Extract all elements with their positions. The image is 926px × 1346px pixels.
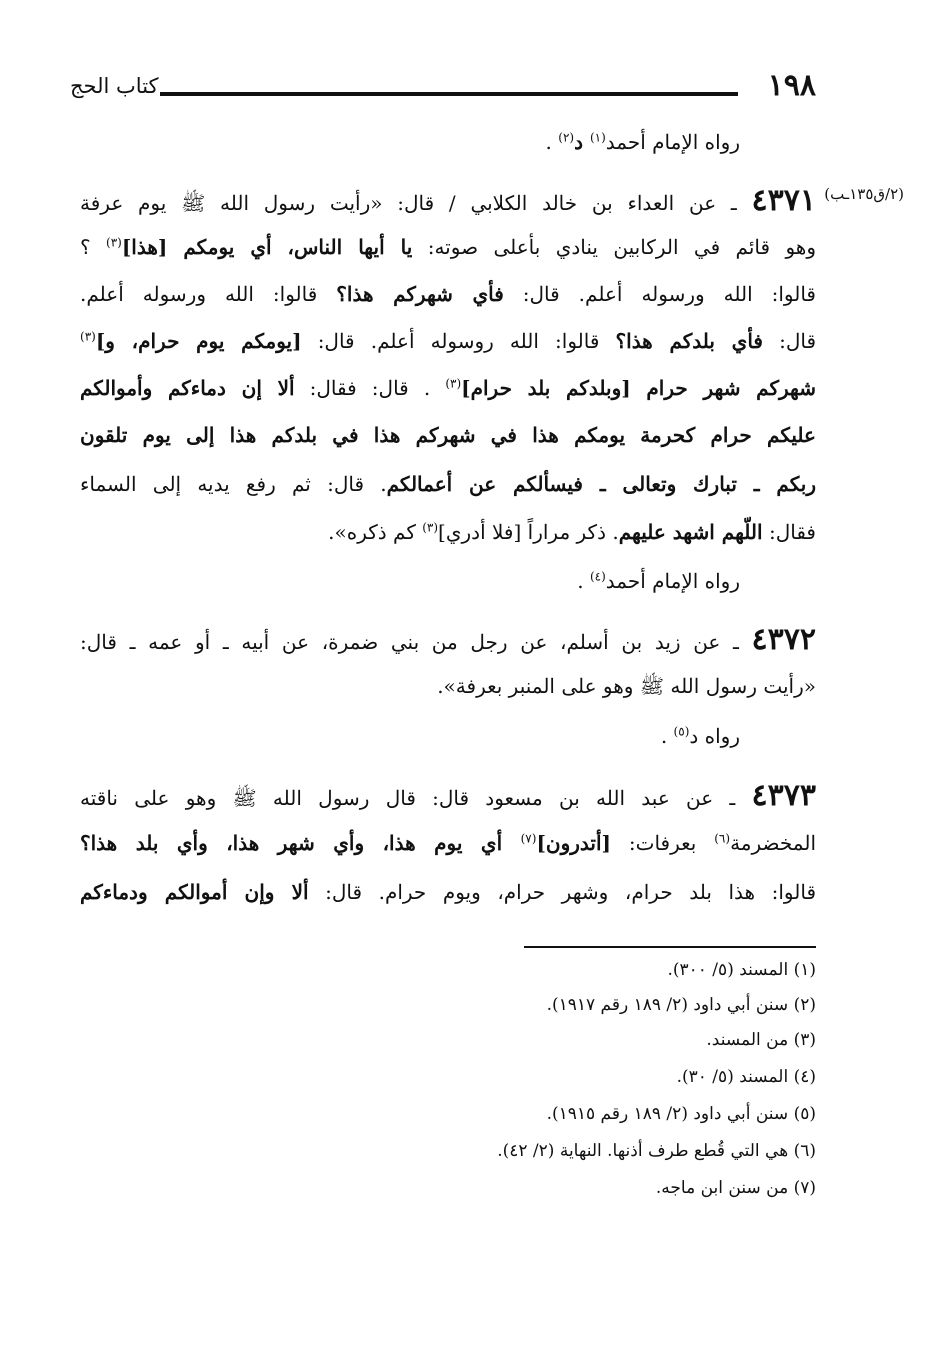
footnote: (١) المسند (٥/ ٣٠٠).: [667, 960, 816, 980]
text-run: رواه الإمام أحمد: [605, 130, 740, 154]
body-line: [80, 276, 816, 312]
text-run: [يومكم يوم حرام، و]: [95, 329, 302, 353]
text-run: قالوا: الله ورسوله أعلم. قال:: [503, 282, 816, 306]
footnote-marker: (٣): [422, 520, 439, 535]
text-run: شهركم شهر حرام [وبلدكم بلد حرام]: [461, 376, 817, 400]
text-run: قالوا: الله روسوله أعلم. قال:: [301, 329, 616, 353]
footnote-marker: (٤): [589, 569, 606, 584]
footnote: (٣) من المسند.: [706, 1030, 816, 1050]
body-line: [80, 370, 816, 406]
text-run: اللّهم اشهد عليهم: [618, 520, 763, 544]
text-run: . قال: ثم رفع يديه إلى السماء: [80, 472, 387, 496]
running-header: [70, 66, 816, 106]
text-run: ؟: [80, 235, 107, 259]
footnote-marker: (١): [589, 130, 606, 145]
body-line: [80, 183, 816, 221]
body-line: [80, 466, 816, 502]
text-run: قالوا: الله ورسوله أعلم.: [80, 282, 337, 306]
footnote: (٦) هي التي قُطع طرف أذنها. النهاية (٢/ ٤٢).: [497, 1141, 816, 1161]
footnote: (٥) سنن أبي داود (٢/ ١٨٩ رقم ١٩١٥).: [546, 1104, 816, 1124]
hadith-number: ٤٣٧١: [751, 183, 816, 218]
footnote-marker: (٢): [558, 130, 575, 145]
text-run: رواه الإمام أحمد: [605, 569, 740, 593]
text-run: ـ عن العداء بن خالد الكلابي / قال: «رأيت رسول الله ﷺ يوم عرفة: [80, 191, 752, 215]
footnote-marker: (٣): [80, 329, 96, 344]
body-line: [80, 417, 816, 453]
text-run: رواه د: [689, 724, 740, 748]
footnote-rule: [524, 946, 816, 948]
text-run: قالوا: هذا بلد حرام، وشهر حرام، ويوم حرام. قال:: [308, 880, 817, 904]
body-line: [80, 323, 816, 359]
text-run: أي يوم هذا، وأي شهر هذا، وأي بلد هذا؟: [80, 831, 521, 855]
text-run: د: [574, 130, 590, 154]
text-run: عليكم حرام كحرمة يومكم هذا في شهركم هذا في بلدكم هذا إلى يوم تلقون: [80, 423, 816, 447]
manuscript-reference: (٢/ق١٣٥ـب): [824, 185, 904, 203]
text-run: فأي بلدكم هذا؟: [615, 329, 763, 353]
footnote: (٢) سنن أبي داود (٢/ ١٨٩ رقم ١٩١٧).: [546, 995, 816, 1015]
hadith-number: ٤٣٧٣: [751, 778, 816, 813]
text-run: فقال:: [762, 520, 816, 544]
text-run: .: [577, 569, 590, 593]
text-run: ـ عن زيد بن أسلم، عن رجل من بني ضمرة، عن أبيه ـ أو عمه ـ قال:: [80, 630, 752, 654]
footnote-marker: (٣): [445, 376, 462, 391]
text-run: .: [660, 724, 674, 748]
text-run: بعرفات:: [611, 831, 715, 855]
header-rule: [160, 92, 738, 96]
text-run: يا أيها الناس، أي يومكم [هذا]: [121, 235, 413, 259]
text-run: . قال: فقال:: [294, 376, 446, 400]
body-line: [80, 874, 816, 910]
footnote-marker: (٥): [673, 724, 690, 739]
book-title: كتاب الحج: [70, 74, 159, 98]
body-line: [80, 825, 816, 861]
footnote-marker: (٦): [714, 831, 731, 846]
text-run: ألا إن دماءكم وأموالكم: [80, 376, 295, 400]
footnote-marker: (٧): [520, 831, 537, 846]
body-line: [80, 778, 816, 816]
text-run: «رأيت رسول الله ﷺ وهو على المنبر بعرفة».: [437, 674, 816, 698]
body-line: [80, 124, 740, 160]
hadith-number: ٤٣٧٢: [751, 622, 816, 657]
body-line: [80, 229, 816, 265]
body-line: [80, 563, 740, 599]
footnote: (٧) من سنن ابن ماجه.: [655, 1178, 816, 1198]
text-run: ربكم ـ تبارك وتعالى ـ فيسألكم عن أعمالكم: [386, 472, 816, 496]
text-run: قال:: [762, 329, 817, 353]
footnote-marker: (٣): [106, 235, 122, 250]
text-run: ألا وإن أموالكم ودماءكم: [80, 880, 309, 904]
text-run: المخضرمة: [730, 831, 816, 855]
body-line: [80, 514, 816, 550]
page-number: ١٩٨: [767, 68, 816, 103]
text-run: . ذكر مراراً [فلا أدري]: [438, 520, 619, 544]
text-run: فأي شهركم هذا؟: [336, 282, 504, 306]
text-run: كم ذكره».: [328, 520, 423, 544]
body-line: [80, 718, 740, 754]
text-run: وهو قائم في الركابين ينادي بأعلى صوته:: [412, 235, 816, 259]
footnote: (٤) المسند (٥/ ٣٠).: [676, 1067, 816, 1087]
text-run: [أتدرون]: [536, 831, 611, 855]
body-line: [80, 622, 816, 660]
body-line: [80, 668, 816, 704]
text-run: .: [545, 130, 559, 154]
text-run: ـ عن عبد الله بن مسعود قال: قال رسول الله ﷺ وهو على ناقته: [80, 786, 752, 810]
